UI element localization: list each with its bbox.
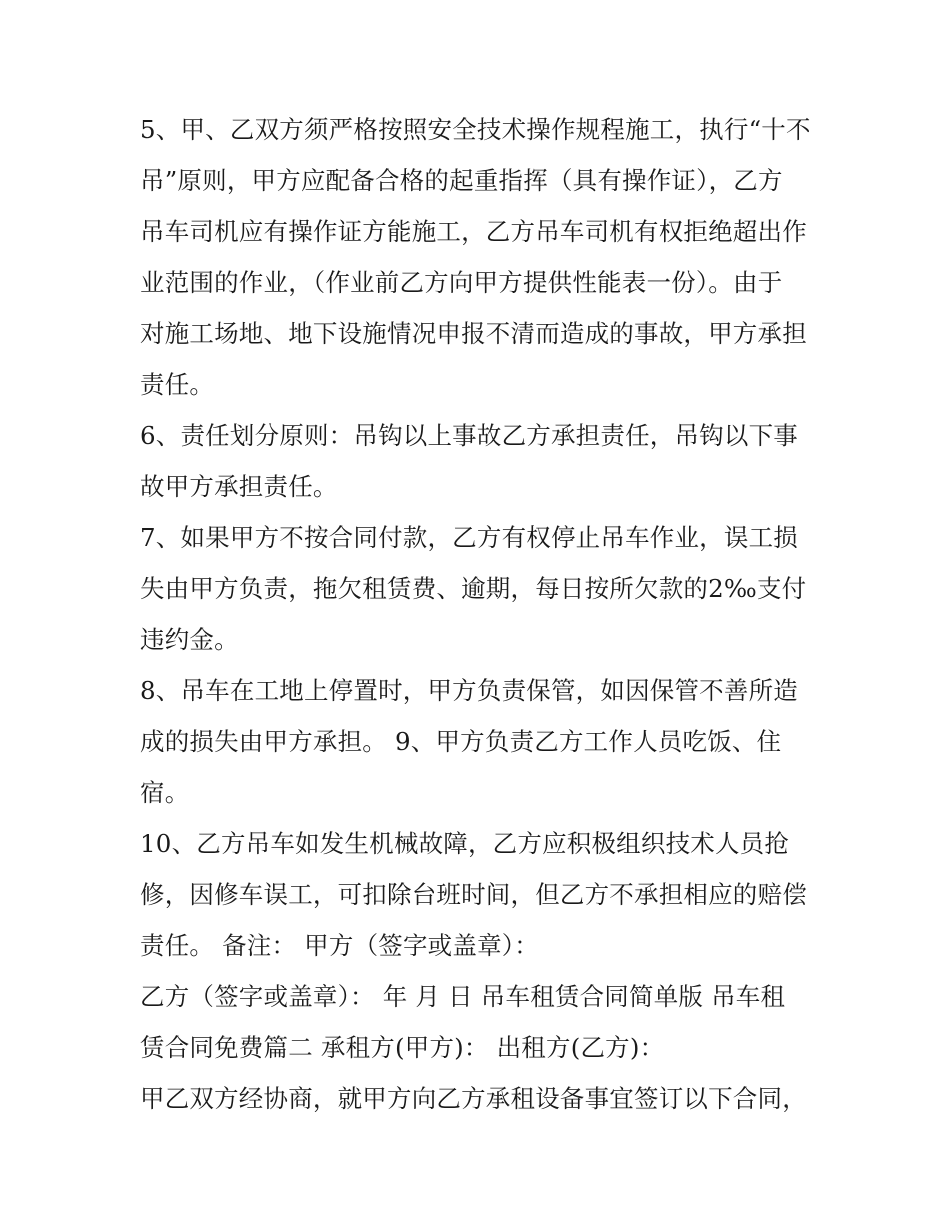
text-line: 6、责任划分原则：吊钩以上事故乙方承担责任，吊钩以下事 (140, 421, 798, 450)
text-line: 对施工场地、地下设施情况申报不清而造成的事故，甲方承担 (140, 319, 807, 348)
text-line: 成的损失由甲方承担。 9、甲方负责乙方工作人员吃饭、住 (140, 727, 782, 756)
text-line: 故甲方承担责任。 (140, 472, 338, 501)
text-line: 失由甲方负责，拖欠租赁费、逾期，每日按所欠款的2‰支付 (140, 574, 807, 603)
text-line: 赁合同免费篇二 承租方(甲方)： 出租方(乙方)： (140, 1033, 665, 1062)
text-line: 责任。 (140, 370, 215, 399)
text-line: 业范围的作业，（作业前乙方向甲方提供性能表一份）。由于 (140, 268, 783, 297)
text-line: 吊”原则，甲方应配备合格的起重指挥（具有操作证），乙方 (140, 166, 783, 195)
text-line: 修，因修车误工，可扣除台班时间，但乙方不承担相应的赔偿 (140, 880, 807, 909)
text-line: 10、乙方吊车如发生机械故障，乙方应积极组织技术人员抢 (140, 829, 790, 858)
text-line: 甲乙双方经协商，就甲方向乙方承租设备事宜签订以下合同， (140, 1084, 807, 1113)
text-line: 吊车司机应有操作证方能施工，乙方吊车司机有权拒绝超出作 (140, 217, 807, 246)
text-line: 违约金。 (140, 625, 239, 654)
document-body (140, 104, 820, 1124)
text-line: 责任。 备注： 甲方（签字或盖章）： (140, 931, 539, 960)
text-line: 8、吊车在工地上停置时，甲方负责保管，如因保管不善所造 (140, 676, 798, 705)
text-line: 7、如果甲方不按合同付款，乙方有权停止吊车作业，误工损 (140, 523, 798, 552)
text-line: 5、甲、乙双方须严格按照安全技术操作规程施工，执行“十不 (140, 115, 811, 144)
text-line: 乙方（签字或盖章）： 年 月 日 吊车租赁合同简单版 吊车租 (140, 982, 786, 1011)
text-line: 宿。 (140, 778, 190, 807)
